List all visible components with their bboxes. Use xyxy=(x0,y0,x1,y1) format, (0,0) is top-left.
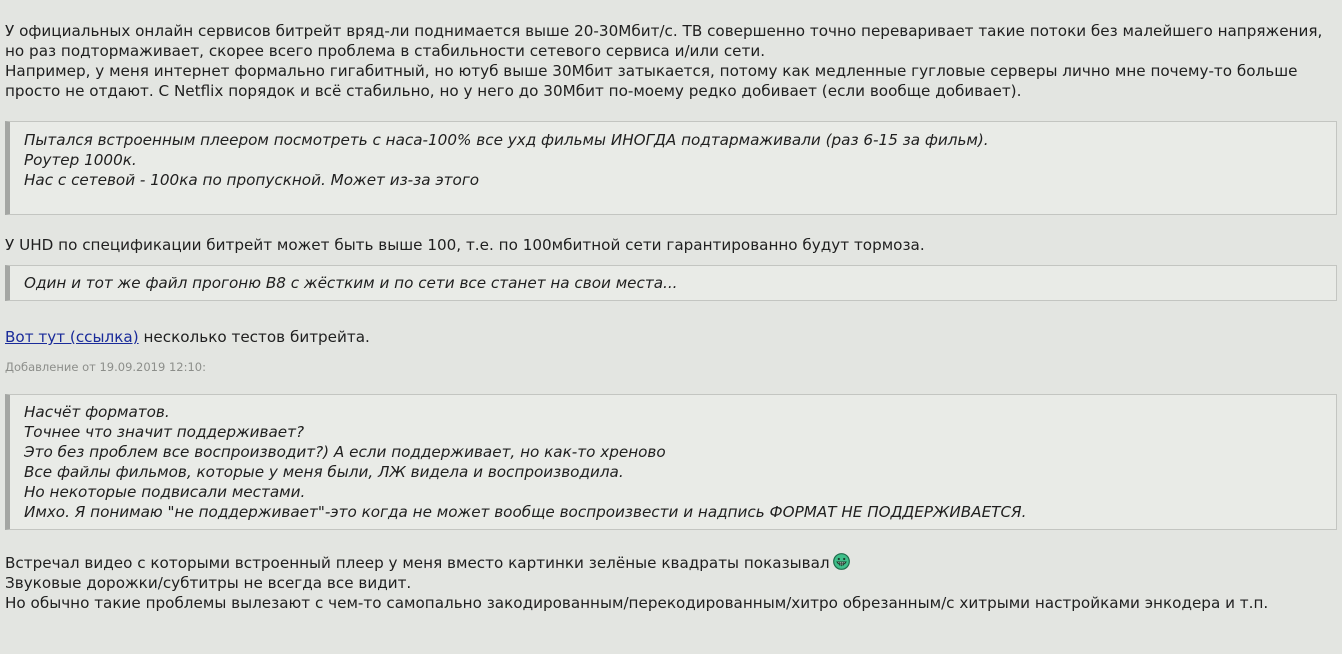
quote-line: Но некоторые подвисали местами. xyxy=(24,483,306,501)
post-text-line: Звуковые дорожки/субтитры не всегда все видит. xyxy=(5,574,412,592)
bitrate-tests-link[interactable]: Вот тут (ссылка) xyxy=(5,328,139,346)
post-paragraph xyxy=(5,553,1337,613)
quote-line: Все файлы фильмов, которые у меня были, ЛЖ видела и воспроизводила. xyxy=(24,463,624,481)
grinning-smiley-icon xyxy=(833,553,850,570)
post-text-line xyxy=(5,553,1337,573)
addition-timestamp: Добавление от 19.09.2019 12:10: xyxy=(5,360,206,374)
quote-block xyxy=(5,121,1337,215)
post-paragraph: У UHD по спецификации битрейт может быть выше 100, т.е. по 100мбитной сети гарантированно будут тормоза. xyxy=(5,236,925,254)
post-paragraph xyxy=(5,21,1337,101)
quote-line: Нас с сетевой - 100ка по пропускной. Может из-за этого xyxy=(24,171,480,189)
quote-block xyxy=(5,394,1337,530)
quote-line: Роутер 1000к. xyxy=(24,151,137,169)
post-paragraph xyxy=(5,327,1337,347)
quote-line: Насчёт форматов. xyxy=(24,403,170,421)
quote-block xyxy=(5,265,1337,301)
post-text: несколько тестов битрейта. xyxy=(138,328,370,346)
post-text-line: Например, у меня интернет формально гигабитный, но ютуб выше 30Мбит затыкается, потому как медленные гугловые серверы лично мне почему-то больше просто не отдают. С Netflix порядок и всё стабильно, но у него до 30Мбит по-моему редко добивает (если вообще добивает). xyxy=(5,62,1298,100)
quote-line: Точнее что значит поддерживает? xyxy=(24,423,305,441)
forum-post-body xyxy=(5,21,1337,613)
quote-line: Это без проблем все воспроизводит?) А если поддерживает, но как-то хреново xyxy=(24,443,666,461)
quote-line: Пытался встроенным плеером посмотреть с наса-100% все ухд фильмы ИНОГДА подтармаживали (раз 6-15 за фильм). xyxy=(24,131,989,149)
post-text-line: У официальных онлайн сервисов битрейт вряд-ли поднимается выше 20-30Мбит/с. ТВ совершенно точно переваривает такие потоки без малейшего напряжения, но раз подтормаживает, скорее всего проблема в стабильности сетевого сервиса и/или сети. xyxy=(5,22,1323,60)
quote-line: Имхо. Я понимаю "не поддерживает"-это когда не может вообще воспроизвести и надпись ФОРМАТ НЕ ПОДДЕРЖИВАЕТСЯ. xyxy=(24,503,1027,521)
post-text-line: Но обычно такие проблемы вылезают с чем-то самопально закодированным/перекодированным/хитро обрезанным/с хитрыми настройками энкодера и т.п. xyxy=(5,594,1269,612)
quote-line: Один и тот же файл прогоню В8 с жёстким и по сети все станет на свои места... xyxy=(24,274,678,292)
post-text: Встречал видео с которыми встроенный плеер у меня вместо картинки зелёные квадраты показывал xyxy=(5,554,830,572)
